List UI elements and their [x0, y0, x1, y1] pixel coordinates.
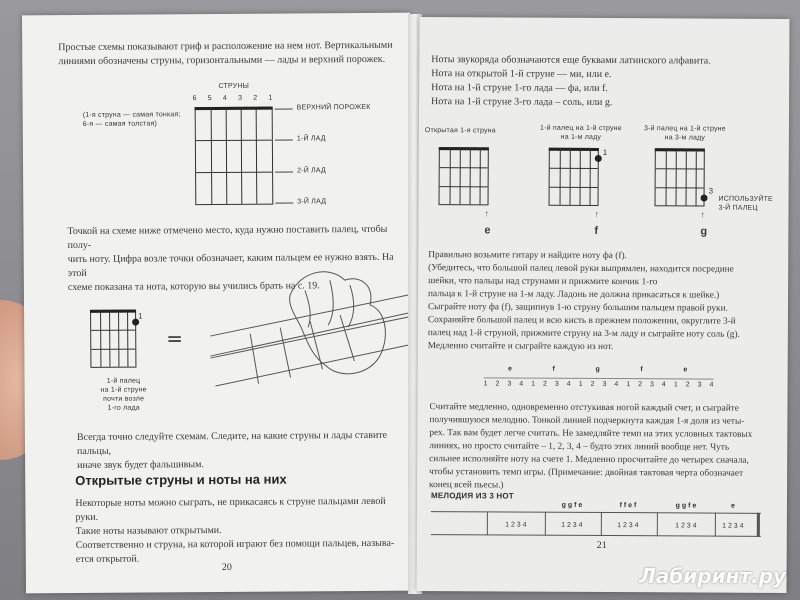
- note-chart-f: [549, 148, 599, 206]
- caption-line: 1-го лада: [107, 404, 140, 412]
- count-number: 1: [578, 380, 583, 388]
- left-paragraph-3: [77, 429, 407, 473]
- bar-line: [487, 511, 488, 535]
- string-line: [100, 311, 101, 367]
- count-number: 2: [543, 380, 547, 388]
- text-line: Такие ноты называют открытыми.: [75, 524, 222, 537]
- string-line: [570, 149, 571, 205]
- finger-dot: [595, 155, 602, 162]
- right-paragraph-2: [428, 249, 785, 355]
- bar-line: [545, 512, 546, 536]
- string-line: [590, 149, 591, 205]
- note-line: (1-я струна — самая тонкая;: [82, 111, 181, 119]
- bar-counts: 1 2 3 4: [617, 522, 639, 530]
- double-bar-line: [757, 513, 760, 537]
- watermark-logo: Лабиринт.ру: [639, 564, 786, 588]
- count-number: 4: [614, 381, 619, 389]
- note-letter: g: [700, 225, 708, 238]
- text-line: Точкой на схеме ниже отмечено место, куда нужно поставить палец, чтобы полу-: [67, 223, 388, 252]
- count-number: 2: [495, 380, 500, 388]
- right-paragraph-3: [429, 401, 785, 494]
- string-number: 3: [238, 94, 243, 102]
- count-note: g: [595, 365, 600, 373]
- caption-line: 3-й палец на 1-й струне: [643, 125, 726, 133]
- string-number: 2: [253, 94, 258, 102]
- note-line: ИСПОЛЬЗУЙТЕ: [718, 195, 773, 203]
- left-page: [22, 13, 414, 594]
- bar-line: [657, 512, 658, 536]
- text-line: Сыграйте ноту фа (f), защипнув 1-ю струну большим пальцем правой руки.: [427, 302, 728, 314]
- count-row-counts: [484, 377, 714, 388]
- text-line: линиями обозначены струны, горизонтальными — лады и верхний порожек.: [58, 53, 386, 68]
- melody-title: МЕЛОДИЯ ИЗ 3 НОТ: [430, 491, 514, 501]
- count-number: 4: [566, 380, 571, 388]
- count-number: 2: [638, 381, 643, 389]
- string-line: [226, 108, 228, 204]
- count-number: 1: [626, 381, 631, 389]
- fret-line: [196, 140, 272, 142]
- bar-counts: 1 2 3 4: [675, 522, 697, 530]
- note-letter: f: [594, 224, 599, 237]
- page-number: 20: [221, 561, 232, 573]
- text-line: Ноты звукоряда обозначаются еще буквами латинского алфавита.: [431, 54, 711, 67]
- text-line: чтобы установить темп игры. (Примечание: двойная тактовая черта обозначает: [429, 467, 744, 479]
- text-line: пальца к 1-й струне на 1-м ладу. Ладонь не должна прикасаться к шейке.): [428, 289, 720, 301]
- count-row-notes: [488, 365, 708, 373]
- string-line: [241, 108, 243, 204]
- bar-notes: g g f e: [561, 501, 583, 509]
- string-line: [686, 149, 687, 205]
- page-number: 21: [596, 539, 607, 552]
- text-line: конец всей пьесы.): [429, 480, 504, 491]
- use-finger-note: [718, 195, 772, 213]
- string-line: [580, 149, 581, 205]
- left-paragraph-4: [75, 495, 410, 567]
- text-line: получившуюся мелодию. Тонкой линией подчеркнута каждая 1-я доля из четы-: [429, 415, 745, 427]
- text-line: чить ноту. Цифра возле точки обозначает, каким пальцем ее нужно взять. На этой: [67, 251, 394, 280]
- string-line: [560, 149, 561, 205]
- string-line: [676, 149, 677, 205]
- text-line: Нота на открытой 1-й струне — ми, или e.: [431, 68, 612, 81]
- fret-line: [550, 168, 598, 169]
- pointer-line: [275, 139, 293, 140]
- string-line: [696, 149, 697, 205]
- strings-side-note: [83, 110, 193, 129]
- caption-line: почти возле: [103, 395, 145, 403]
- fret-line: [196, 172, 272, 174]
- caption-line: 1-й палец: [106, 377, 141, 385]
- string-line: [118, 311, 119, 367]
- section-heading: Открытые струны и ноты на них: [75, 471, 287, 489]
- string-line: [256, 108, 258, 204]
- fret-line: [91, 349, 135, 350]
- count-number: 3: [650, 381, 654, 389]
- text-line: сильнее исполняйте ноту на счете 1. Медленно просчитайте до четырех сначала,: [429, 454, 749, 466]
- equals-sign: =: [166, 326, 184, 351]
- note-letter: e: [484, 224, 491, 237]
- nut: [655, 148, 705, 151]
- text-line: схеме показана та нота, которую вы учились брать на с. 19.: [67, 280, 320, 294]
- string-line: [211, 108, 213, 204]
- string-line: [666, 149, 667, 205]
- text-line: палец над 1-й струной, прижмите струну на 3-м ладу и сыграйте ноту соль (g).: [427, 328, 740, 340]
- note-chart-g: [655, 148, 705, 206]
- nut: [90, 310, 136, 313]
- text-line: рех. Так вам будет легче считать. Не замедляйте темп на этих условных тактовых: [429, 428, 753, 440]
- pointer-line: [275, 108, 293, 109]
- text-line: Простые схемы показывают гриф и расположение на нем нот. Вертикальными: [58, 39, 393, 54]
- nut: [195, 107, 273, 111]
- strings-label: СТРУНЫ: [218, 82, 250, 90]
- left-intro: [58, 39, 398, 69]
- chart-caption: [635, 124, 735, 143]
- count-note: f: [552, 365, 555, 373]
- fret-line: [656, 187, 704, 188]
- text-line: Соответственно и струна, на которой играют без помощи пальцев, называ-: [75, 537, 395, 551]
- arrow-up-icon: ↑: [484, 208, 490, 219]
- count-number: 2: [590, 380, 595, 388]
- text-line: Некоторые ноты можно сыграть, не прикасаясь к струне пальцами левой руки.: [75, 495, 386, 523]
- fret-line: [440, 167, 488, 168]
- count-number: 3: [507, 380, 512, 388]
- text-line: ется открытой.: [75, 553, 140, 565]
- bar-line: [601, 512, 602, 536]
- count-number: 3: [554, 380, 559, 388]
- text-line: (Убедитесь, что большой палец левой руки выпрямлен, находится посредине: [428, 263, 734, 275]
- string-number: 5: [207, 95, 212, 103]
- count-number: 2: [685, 381, 690, 389]
- pointer-line: [275, 202, 293, 203]
- fret-line: [440, 186, 488, 187]
- fret-line: [91, 330, 135, 331]
- count-number: 4: [661, 381, 666, 389]
- nut: [549, 148, 599, 151]
- bar-notes: g g f e: [675, 502, 697, 510]
- text-line: Нота на 1-й струне 3-го лада – соль, или g.: [431, 96, 613, 109]
- finger-number: 1: [602, 147, 608, 158]
- count-number: 3: [602, 380, 607, 389]
- fret-label: 1-Й ЛАД: [296, 135, 326, 143]
- count-number: 1: [483, 380, 488, 388]
- fret-label: 3-Й ЛАД: [297, 198, 327, 206]
- count-number: 3: [697, 381, 702, 389]
- finger-number: 1: [138, 311, 143, 321]
- finger-number: 3: [708, 186, 714, 196]
- string-numbers: [193, 95, 273, 103]
- bar-counts: 1 2 3 4: [722, 522, 744, 530]
- string-number: 1: [268, 94, 273, 102]
- small-chart-caption: [89, 376, 159, 412]
- bar-counts: 1 2 3 4: [561, 521, 583, 529]
- count-number: 4: [519, 380, 524, 388]
- note-line: 6-я — самая толстая): [82, 120, 158, 128]
- right-intro: [431, 53, 781, 111]
- arrow-up-icon: ↑: [594, 208, 600, 219]
- fret-label: 2-Й ЛАД: [297, 167, 326, 175]
- count-note: f: [640, 366, 643, 374]
- string-number: 6: [192, 95, 197, 103]
- string-line: [109, 311, 110, 367]
- right-page: [416, 17, 789, 593]
- chart-caption: [531, 124, 631, 143]
- count-number: 1: [673, 381, 678, 389]
- caption-line: на 1-й струне: [100, 386, 147, 394]
- string-line: [470, 148, 471, 204]
- string-line: [480, 148, 481, 204]
- finger-dot: [701, 195, 708, 202]
- note-chart-e: [439, 147, 489, 205]
- count-number: 1: [531, 380, 536, 388]
- nut: [439, 147, 489, 150]
- bar-notes: e: [730, 502, 735, 510]
- bar-notes: f f e f: [619, 502, 637, 510]
- chart-caption: Открытая 1-я струна: [424, 127, 496, 135]
- fret-line: [656, 168, 704, 169]
- string-line: [460, 148, 461, 204]
- fret-line: [550, 187, 598, 188]
- bar-counts: 1 2 3 4: [505, 521, 527, 529]
- text-line: Считайте медленно, одновременно отстукивая ногой каждый счет, и сыграйте: [429, 402, 739, 414]
- caption-line: на 1-м ладу: [560, 133, 602, 141]
- note-line: 3-Й ПАЛЕЦ: [718, 204, 758, 212]
- text-line: Медленно считайте и сыграйте каждую из нот.: [427, 341, 614, 353]
- caption-line: 1-й палец на 1-й струне: [539, 124, 622, 133]
- text-line: Всегда точно следуйте схемам. Следите, на какие струны и лады ставите пальцы,: [76, 429, 388, 457]
- text-line: линиях, но просто считайте – 1, 2, 3, 4 – будто этих линий вообще нет. Чуть: [429, 441, 730, 453]
- string-number: 4: [222, 94, 228, 102]
- arrow-up-icon: ↑: [700, 209, 706, 220]
- text-line: иначе звук будет фальшивым.: [77, 459, 204, 471]
- fretboard-diagram: [195, 107, 274, 206]
- count-note: e: [683, 366, 688, 374]
- text-line: Правильно возьмите гитару и найдите ноту фа (f).: [428, 250, 627, 262]
- string-line: [450, 148, 451, 204]
- pointer-line: [275, 171, 293, 172]
- string-line: [127, 311, 128, 367]
- text-line: Сохраняйте большой палец и всю кисть в прежнем положении, округлите 3-й: [427, 315, 736, 327]
- text-line: шейки, что пальцы над струнами и прижмите кончик 1-го: [428, 276, 658, 288]
- count-note: e: [507, 365, 512, 373]
- caption-line: на 3-м ладу: [664, 134, 706, 142]
- hand-guitar-illustration: [210, 265, 411, 416]
- nut-label: ВЕРХНИЙ ПОРОЖЕК: [296, 103, 371, 112]
- small-chord-chart: [90, 310, 136, 368]
- text-line: Нота на 1-й струне 1-го лада — фа, или f.: [431, 82, 608, 95]
- count-number: 4: [709, 381, 714, 389]
